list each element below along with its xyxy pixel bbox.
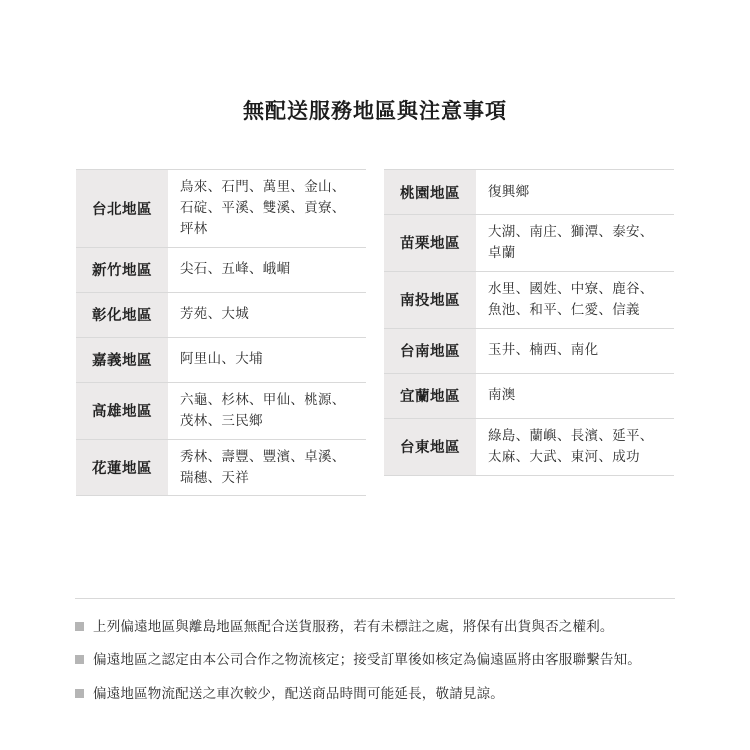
table-row bbox=[384, 328, 674, 374]
region-label: 桃園地區 bbox=[384, 170, 476, 214]
page-title: 無配送服務地區與注意事項 bbox=[243, 100, 507, 123]
table-row bbox=[76, 247, 366, 293]
table-row bbox=[76, 382, 366, 440]
table-row bbox=[384, 418, 674, 476]
square-bullet-icon bbox=[75, 689, 84, 698]
list-item bbox=[75, 617, 675, 637]
region-areas: 復興鄉 bbox=[488, 183, 530, 199]
notes-divider bbox=[75, 598, 675, 599]
square-bullet-icon bbox=[75, 622, 84, 631]
region-areas: 綠島、蘭嶼、長濱、延平、太麻、大武、東河、成功 bbox=[488, 427, 654, 464]
region-label: 苗栗地區 bbox=[384, 215, 476, 271]
table-row bbox=[76, 439, 366, 497]
region-areas: 六龜、杉林、甲仙、桃源、茂林、三民鄉 bbox=[180, 391, 346, 428]
region-column-right bbox=[384, 169, 674, 495]
table-row bbox=[76, 169, 366, 248]
table-row bbox=[76, 337, 366, 383]
region-areas: 尖石、五峰、峨嵋 bbox=[180, 261, 291, 277]
region-areas: 大湖、南庄、獅潭、泰安、卓蘭 bbox=[488, 224, 654, 260]
region-areas: 水里、國姓、中寮、鹿谷、魚池、和平、仁愛、信義 bbox=[488, 280, 654, 317]
table-row bbox=[384, 271, 674, 329]
region-areas: 烏來、石門、萬里、金山、石碇、平溪、雙溪、貢寮、坪林 bbox=[180, 179, 346, 236]
region-areas: 阿里山、大埔 bbox=[180, 351, 263, 367]
table-row bbox=[384, 373, 674, 419]
table-row bbox=[384, 169, 674, 215]
note-text: 偏遠地區之認定由本公司合作之物流核定；接受訂單後如核定為偏遠區將由客服聯繫告知。 bbox=[93, 652, 641, 668]
list-item bbox=[75, 684, 675, 704]
region-table bbox=[0, 169, 750, 495]
region-label: 台南地區 bbox=[384, 329, 476, 373]
region-label: 台東地區 bbox=[384, 419, 476, 475]
table-row bbox=[76, 292, 366, 338]
region-label: 高雄地區 bbox=[76, 383, 168, 439]
region-areas: 玉井、楠西、南化 bbox=[488, 342, 599, 358]
region-label: 台北地區 bbox=[76, 170, 168, 247]
region-label: 嘉義地區 bbox=[76, 338, 168, 382]
region-label: 南投地區 bbox=[384, 272, 476, 328]
region-column-left bbox=[76, 169, 366, 495]
region-label: 彰化地區 bbox=[76, 293, 168, 337]
region-label: 新竹地區 bbox=[76, 248, 168, 292]
table-row bbox=[384, 214, 674, 272]
region-label: 花蓮地區 bbox=[76, 440, 168, 496]
square-bullet-icon bbox=[75, 655, 84, 664]
note-text: 上列偏遠地區與離島地區無配合送貨服務，若有未標註之處，將保有出貨與否之權利。 bbox=[93, 619, 614, 634]
notes-section bbox=[0, 572, 750, 717]
region-areas: 秀林、壽豐、豐濱、卓溪、瑞穗、天祥 bbox=[180, 448, 346, 485]
notes-list bbox=[75, 572, 675, 704]
region-areas: 南澳 bbox=[488, 387, 516, 403]
region-label: 宜蘭地區 bbox=[384, 374, 476, 418]
region-areas: 芳苑、大城 bbox=[180, 306, 249, 322]
list-item bbox=[75, 650, 675, 670]
note-text: 偏遠地區物流配送之車次較少，配送商品時間可能延長，敬請見諒。 bbox=[93, 685, 504, 701]
